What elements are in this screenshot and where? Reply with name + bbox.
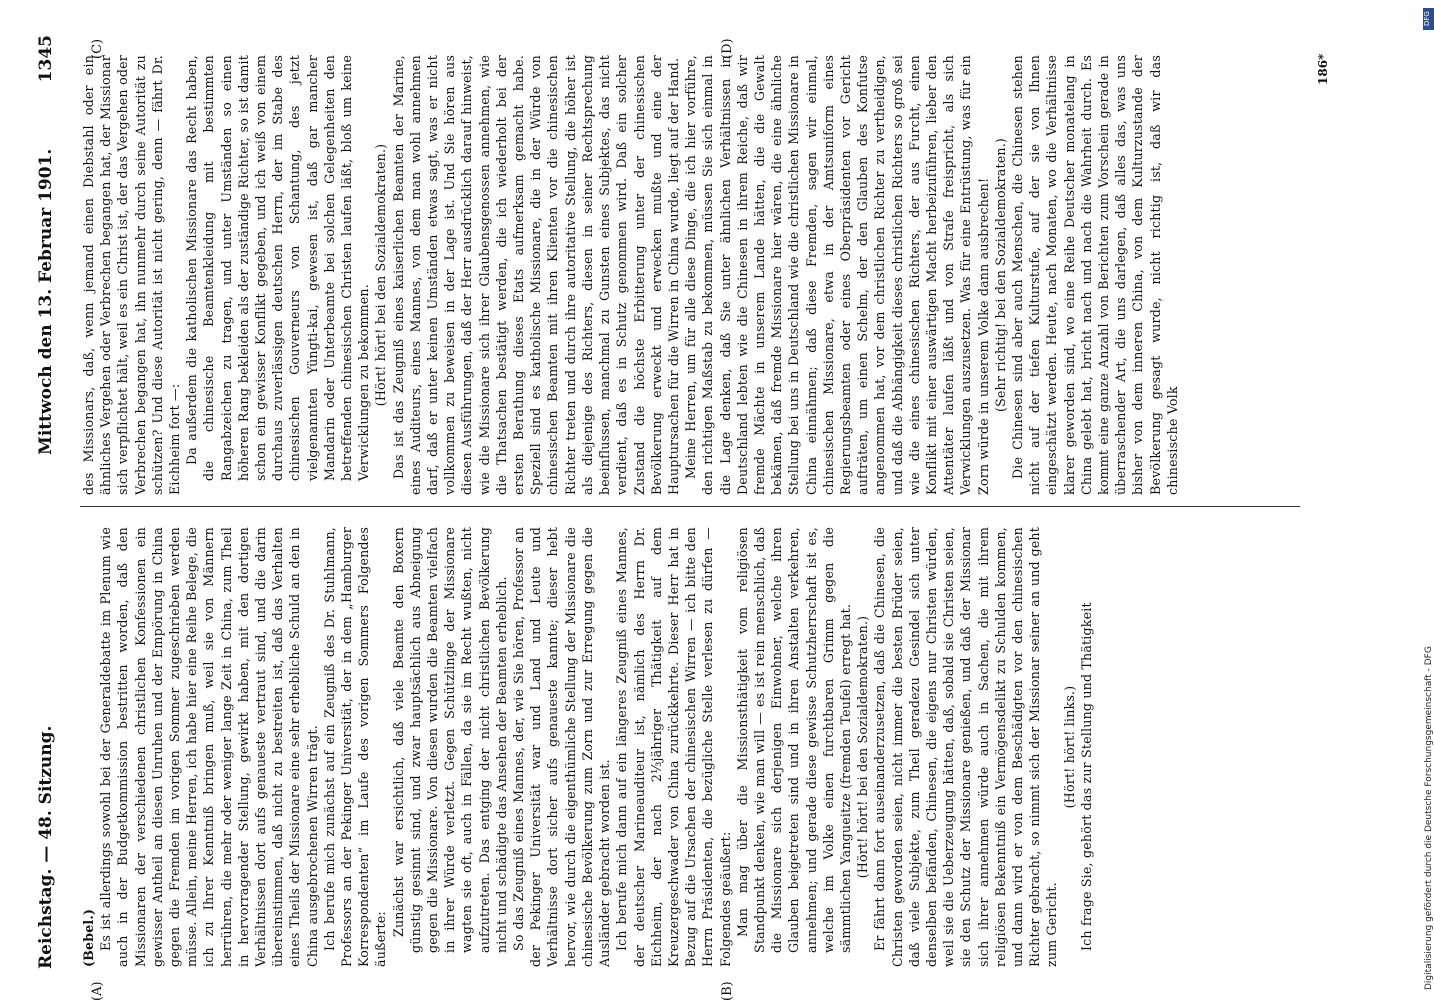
margin-letter-d: (D) [720, 38, 735, 59]
digitization-note: Digitalisierung gefördert durch die Deutsche Forschungsgemeinschaft - DFG [1424, 646, 1434, 990]
paragraph: Die Chinesen sind aber auch Menschen, die Chinesen stehen nicht auf der tiefen Kulturstufe, auf der sie von Ihnen eingeschätzt werden. Heute, nach Monaten, wo die Verhältnisse klarer geworden sind, wo eine Reihe Deutscher monatelang in China gelebt hat, bricht nach und nach die Wahrheit durch. Es kommt eine ganze Anzahl von Berichten zum Vorschein gerade in überraschender Art, die uns darlegen, daß alles das, was uns bisher von dem inneren China, von dem Kulturzustande der Bevölkerung gesagt wurde, nicht richtig ist, daß wir das chinesische Volk [1009, 55, 1180, 495]
margin-letter-a: (A) [90, 981, 105, 1001]
signature-mark: 186* [1316, 53, 1330, 85]
paragraph: Das ist das Zeugniß eines kaiserlichen Beamten der Marine, eines Auditeurs, eines Mannes, von dem man wohl annehmen darf, daß er unter keinen Umständen etwas sagt, was er nicht vollkommen zu beweisen in der Lage ist. Und Sie hören aus diesen Ausführungen, daß der Herr ausdrücklich darauf hinweist, wie die Missionare sich ihrer Glaubensgenossen annehmen, wie die Thatsachen bestätigt werden, die ich wiederholt bei der ersten Berathung dieses Etats aufmerksam gemacht habe. Speziell sind es katholische Missionare, die in der Würde von chinesischen Beamten mit ihren Klienten vor die chinesischen Richter treten und durch ihre autoritative Stellung, die höher ist als diejenige des Richters, diesen in seiner Rechtsprechung beeinflussen, manchmal zu Gunsten eines Subjektes, das nicht verdient, daß es in Schutz genommen wird. Daß ein solcher Zustand die höchste Erbitterung unter der chinesischen Bevölkerung erweckt und erwecken mußte und eine der Hauptursachen für die Wirren in China wurde, liegt auf der Hand. [390, 55, 681, 495]
page-header [30, 25, 70, 975]
right-column [80, 55, 1310, 495]
paragraph: Ich frage Sie, gehört das zur Stellung und Thätigkeit [1078, 602, 1094, 951]
speaker-label: (Bebel.) [81, 908, 96, 967]
page-number: 1345 [36, 35, 56, 83]
column-divider [80, 506, 1300, 507]
interjection: (Hört! hört! bei den Sozialdemokraten.) [855, 615, 871, 879]
quote-paragraph: Zunächst war ersichtlich, daß viele Beamte den Boxern günstig gesinnt sind, und zwar hauptsächlich aus Abneigung gegen die Missionare. Von diesen wurden die Beamten vielfach in ihrer Würde verletzt. Gegen Schützlinge der Missionare wagten sie oft, auch in Fällen, da sie im Recht wußten, nicht aufzutreten. Das entging der nicht christlichen Bevölkerung nicht und schädigte das Ansehen der Beamten erheblich. [390, 527, 509, 953]
margin-letter-c: (C) [90, 38, 105, 59]
interjection: (Hört! hört! links.) [1061, 685, 1077, 809]
rotated-page-content [30, 25, 1340, 1001]
header-date: Mittwoch den 13. Februar 1901. [36, 148, 56, 455]
paragraph: So das Zeugniß eines Mannes, der, wie Sie hören, Professor an der Pekinger Universität war und Land und Leute und Verhältnisse dort sicher aufs genaueste kannte; dieser hebt hervor, wie durch die eigenthümliche Stellung der Missionare die chinesische Bevölkerung zum Zorn und zur Erregung gegen die Ausländer gebracht worden ist. [511, 527, 613, 967]
paragraph: des Missionars, daß, wenn jemand einen Diebstahl oder ein ähnliches Vergehen oder Verbrechen begangen hat, der Missionar sich verpflichtet hält, weil es ein Christ ist, der das Vergehen oder Verbrechen begangen hat, ihn nunmehr durch seine Autorität zu schützen? Und diese Autorität ist nicht gering, denn — fährt Dr. Eichheim fort —: [81, 55, 183, 495]
quote-paragraph: Man mag über die Missionsthätigkeit vom religiösen Standpunkt denken, wie man will — es ist rein menschlich, daß die Missionare sich derjenigen Einwohner, welche ihren Glauben beigetreten sind und in ihren Anstalten verkehren, annehmen; und gerade diese gewisse Schutzherrschaft ist es, welche im Volke einen furchtbaren Grimm gegen die sämmtlichen Yangueitze (fremden Teufel) erregt hat. [734, 527, 853, 953]
quote-paragraph: Da außerdem die katholischen Missionare das Recht haben, die chinesische Beamtenkleidung mit bestimmten Rangabzeichen zu tragen, und unter Umständen so einen höheren Rang bekleiden als der zuständige Richter, so ist damit schon ein gewisser Konflikt gegeben, und ich weiß von einem durchaus zuverlässigen deutschen Herrn, der im Stabe des chinesischen Gouverneurs von Schantung, des jetzt vielgenannten Yüngti-kai, gewesen ist, daß gar mancher Mandarin oder Unterbeamte bei solchen Gelegenheiten den betreffenden chinesischen Christen laufen läßt, bloß um keine Verwicklungen zu bekommen. [184, 55, 372, 481]
margin-letter-b: (B) [720, 981, 735, 1001]
paragraph: Es ist allerdings sowohl bei der Generaldebatte im Plenum wie auch in der Budgetkommission bestritten worden, daß den Missionaren der verschiedenen christlichen Konfessionen ein gewisser Antheil an diesen Unruhen und der Empörung in China gegen die Fremden im vorigen Sommer zugeschrieben werden müsse. Allein, meine Herren, ich habe hier eine Reihe Belege, die ich zu Ihrer Kenntniß bringen muß, weil sie von Männern herrühren, die mehr oder weniger lange Zeit in China, zum Theil in hervorragender Stellung, gewirkt haben, mit den dortigen Verhältnissen dort aufs genaueste vertraut sind, und die darin übereinstimmen, daß nicht zu bestreiten ist, daß das Verhalten eines Theils der Missionare eine sehr erhebliche Schuld an den in China ausgebrochenen Wirren trägt. [98, 527, 320, 967]
paragraph: Er fährt dann fort auseinanderzusetzen, daß die Chinesen, die Christen geworden seien, nicht immer die besten Brüder seien, daß viele Subjekte, zum Theil geradezu Gesindel sich unter denselben befänden, Chinesen, die eigens nur Christen würden, weil sie die Ueberzeugung hätten, daß, sobald sie Christen seien, sie den Schutz der Missionare genießen, und daß der Missionar sich ihrer annehmen würde auch in Sachen, die mit ihrem religiösen Bekenntniß ein Vermögensdelikt zu Schulden kommen, und dann wird er von dem Beschädigten vor den chinesischen Richter gebracht, so nimmt sich der Missionar seiner an und geht zum Gericht. [872, 527, 1060, 967]
paragraph: Ich berufe mich zunächst auf ein Zeugniß des Dr. Stuhlmann, Professors an der Pekinger Universität, der in dem „Hamburger Korrespondenten“ im Laufe des vorigen Sommers Folgendes äußerte: [321, 527, 389, 967]
paragraph: Meine Herren, um für alle diese Dinge, die ich hier vorführe, den richtigen Maßstab zu bekommen, müssen Sie sich einmal in die Lage denken, daß Sie unter ähnlichen Verhältnissen in Deutschland lebten wie die Chinesen in ihrem Reiche, daß wir fremde Mächte in unserem Lande hätten, die die Gewalt bekämen, daß fremde Missionare hier wären, die eine ähnliche Stellung bei uns in Deutschland wie die christlichen Missionare in China einnähmen; daß diese Fremden, sagen wir einmal, chinesischen Missionare, etwa in der Amtsuniform eines Regierungsbeamten oder eines Oberpräsidenten vor Gericht aufträten, um einen Schelm, der den Glauben des Konfutse angenommen hat, vor dem christlichen Richter zu vertheidigen, und daß die Abhängigkeit dieses christlichen Richters so groß sei wie die eines chinesischen Richters, der aus Furcht, einen Konflikt mit einer auswärtigen Macht herbeizuführen, lieber den Attentäter laufen läßt und von Strafe freispricht, als sich Verwicklungen auszusetzen. Was für eine Entrüstung, was für ein Zorn würde in unserem Volke dann ausbrechen! [683, 55, 991, 495]
paragraph: Ich berufe mich dann auf ein längeres Zeugniß eines Mannes, der deutscher Marineauditeur ist, nämlich des Herrn Dr. Eichheim, der nach 2⅓jähriger Thätigkeit auf dem Kreuzergeschwader von China zurückkehrte. Dieser Herr hat in Bezug auf die Ursachen der chinesischen Wirren — ich bitte den Herrn Präsidenten, die bezügliche Stelle verlesen zu dürfen — Folgendes geäußert: [614, 527, 733, 967]
interjection: (Sehr richtig! bei den Sozialdemokraten.) [992, 137, 1008, 413]
dfg-logo: DFG [1423, 8, 1434, 30]
interjection: (Hört! hört! bei den Sozialdemokraten.) [373, 143, 389, 407]
left-column [80, 527, 1310, 967]
header-left: Reichstag. — 48. Sitzung. [36, 725, 56, 969]
